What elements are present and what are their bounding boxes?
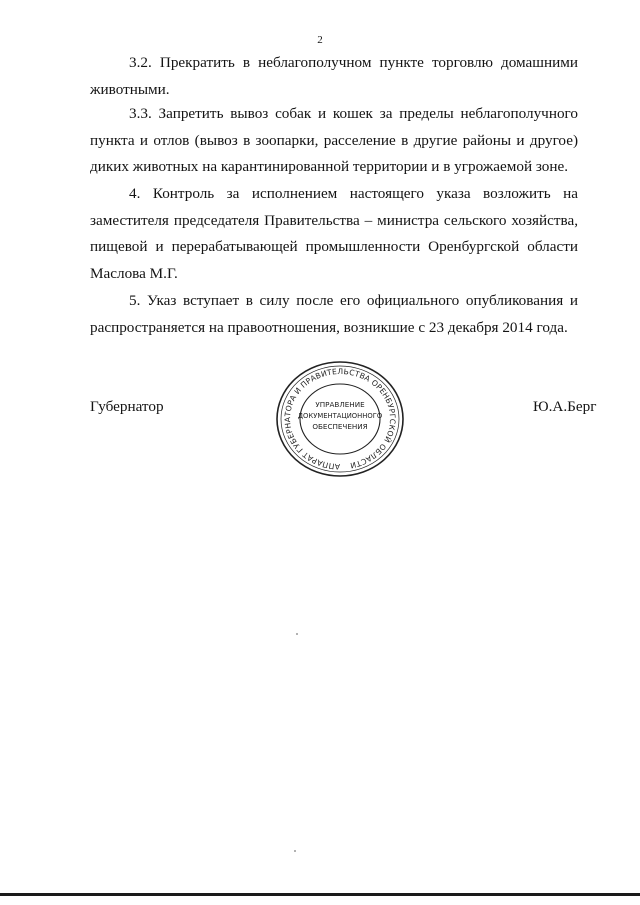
scan-speck (296, 633, 298, 635)
stamp-ring-text: АППАРАТ ГУБЕРНАТОРА И ПРАВИТЕЛЬСТВА ОРЕНБУРГСКОЙ ОБЛАСТИ (283, 366, 398, 472)
paragraph-5: 5. Указ вступает в силу после его официального опубликования и распространяется на правоотношения, возникшие с 23 декабря 2014 года. (90, 292, 578, 336)
official-stamp (270, 358, 410, 483)
scan-speck (294, 850, 296, 852)
scan-bottom-edge (0, 893, 640, 896)
signatory-name: Ю.А.Берг (533, 398, 597, 415)
stamp-line-1: УПРАВЛЕНИЕ (315, 400, 365, 409)
paragraph-3-3: 3.3. Запретить вывоз собак и кошек за пределы неблагополучного пункта и отлов (вывоз в зоопарки, расселение в другие районы и другое) диких животных на карантинированной территории и в угрожаемой зоне. (90, 105, 578, 175)
signatory-title: Губернатор (90, 398, 164, 415)
stamp-line-3: ОБЕСПЕЧЕНИЯ (312, 422, 368, 431)
paragraph-3-2: 3.2. Прекратить в неблагополучном пункте торговлю домашними животными. (90, 54, 578, 98)
page-number: 2 (317, 34, 323, 46)
paragraph-4: 4. Контроль за исполнением настоящего указа возложить на заместителя председателя Правительства – министра сельского хозяйства, пищевой и перерабатывающей промышленности Оренбургской области Маслова М.Г. (90, 185, 578, 282)
stamp-line-2: ДОКУМЕНТАЦИОННОГО (297, 412, 383, 420)
